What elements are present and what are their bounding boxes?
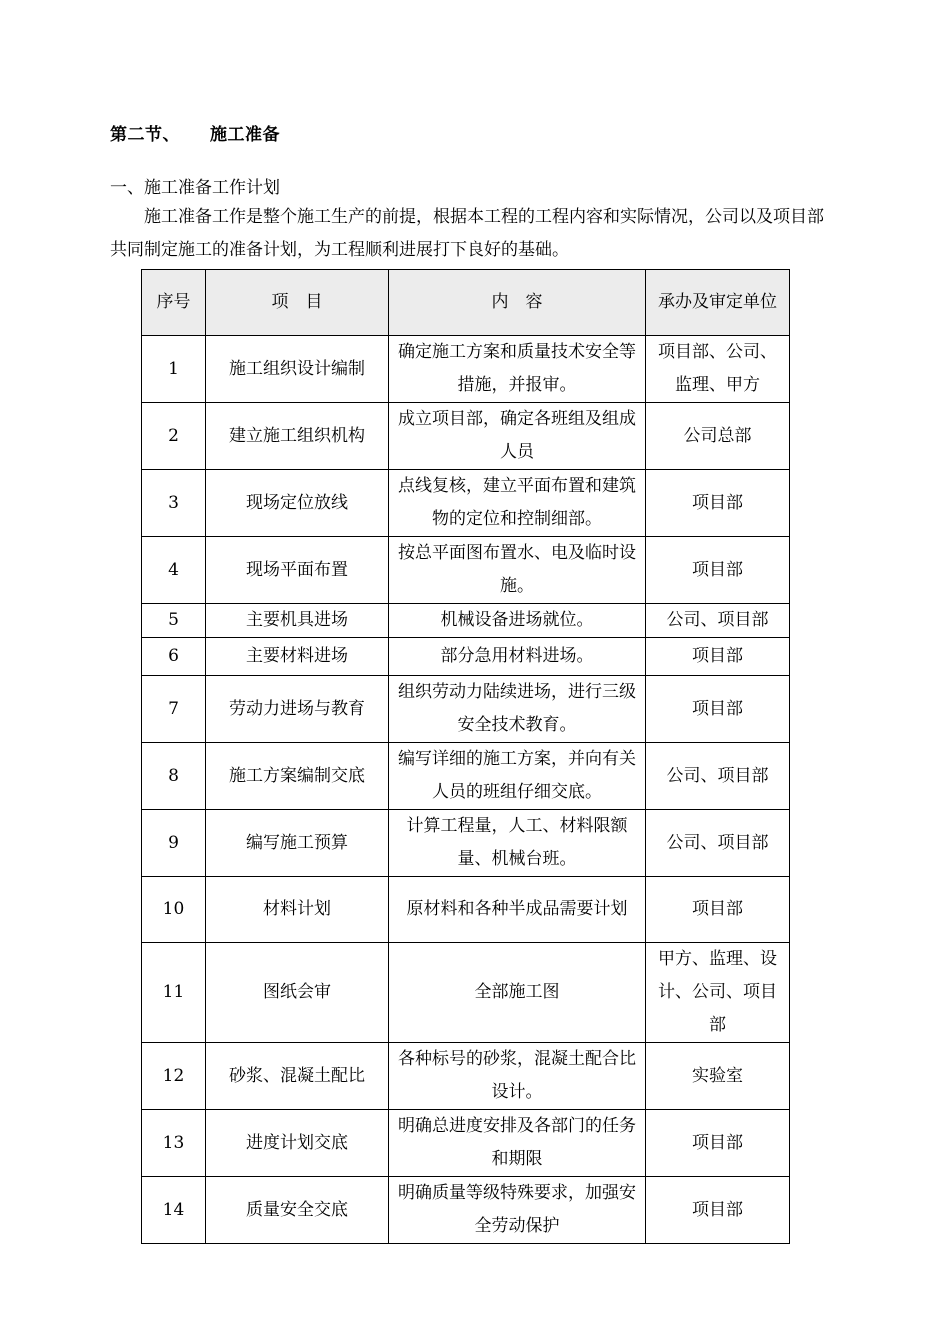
table-row: [142, 676, 790, 743]
cell-index: 8: [142, 743, 206, 810]
cell-responsible: 公司、项目部: [646, 810, 790, 877]
cell-content: 计算工程量，人工、材料限额量、机械台班。: [389, 810, 646, 877]
cell-index: 7: [142, 676, 206, 743]
cell-item: 材料计划: [206, 877, 389, 943]
cell-index: 3: [142, 470, 206, 537]
cell-responsible: 实验室: [646, 1043, 790, 1110]
preparation-plan-table: [141, 269, 790, 1244]
cell-content: 点线复核，建立平面布置和建筑物的定位和控制细部。: [389, 470, 646, 537]
cell-item: 砂浆、混凝土配比: [206, 1043, 389, 1110]
table-body: [142, 336, 790, 1244]
cell-item: 编写施工预算: [206, 810, 389, 877]
cell-index: 5: [142, 604, 206, 638]
table-header-row: [142, 270, 790, 336]
cell-item: 质量安全交底: [206, 1177, 389, 1244]
cell-index: 6: [142, 638, 206, 676]
cell-content: 组织劳动力陆续进场，进行三级安全技术教育。: [389, 676, 646, 743]
cell-responsible: 项目部: [646, 1177, 790, 1244]
table-row: [142, 470, 790, 537]
cell-content: 原材料和各种半成品需要计划: [389, 877, 646, 943]
subheading: 一、施工准备工作计划: [110, 178, 280, 198]
table-row: [142, 810, 790, 877]
cell-item: 建立施工组织机构: [206, 403, 389, 470]
cell-item: 现场平面布置: [206, 537, 389, 604]
cell-index: 9: [142, 810, 206, 877]
cell-item: 进度计划交底: [206, 1110, 389, 1177]
cell-index: 14: [142, 1177, 206, 1244]
table-row: [142, 743, 790, 810]
table-row: [142, 943, 790, 1043]
table-row: [142, 604, 790, 638]
header-responsible: 承办及审定单位: [646, 270, 790, 336]
cell-responsible: 甲方、监理、设计、公司、项目部: [646, 943, 790, 1043]
table-row: [142, 638, 790, 676]
table-row: [142, 1043, 790, 1110]
cell-item: 主要材料进场: [206, 638, 389, 676]
cell-responsible: 项目部: [646, 638, 790, 676]
cell-content: 机械设备进场就位。: [389, 604, 646, 638]
cell-item: 现场定位放线: [206, 470, 389, 537]
cell-item: 劳动力进场与教育: [206, 676, 389, 743]
section-title: [110, 120, 280, 145]
cell-index: 4: [142, 537, 206, 604]
cell-content: 明确总进度安排及各部门的任务和期限: [389, 1110, 646, 1177]
cell-content: 部分急用材料进场。: [389, 638, 646, 676]
cell-item: 施工方案编制交底: [206, 743, 389, 810]
table-row: [142, 1110, 790, 1177]
cell-item: 主要机具进场: [206, 604, 389, 638]
cell-index: 10: [142, 877, 206, 943]
cell-content: 各种标号的砂浆，混凝土配合比设计。: [389, 1043, 646, 1110]
table-row: [142, 336, 790, 403]
cell-content: 编写详细的施工方案，并向有关人员的班组仔细交底。: [389, 743, 646, 810]
cell-responsible: 项目部、公司、监理、甲方: [646, 336, 790, 403]
header-index: 序号: [142, 270, 206, 336]
cell-responsible: 项目部: [646, 877, 790, 943]
cell-content: 成立项目部，确定各班组及组成人员: [389, 403, 646, 470]
table-row: [142, 1177, 790, 1244]
cell-responsible: 公司、项目部: [646, 743, 790, 810]
cell-content: 按总平面图布置水、电及临时设施。: [389, 537, 646, 604]
cell-responsible: 项目部: [646, 537, 790, 604]
cell-item: 施工组织设计编制: [206, 336, 389, 403]
cell-index: 1: [142, 336, 206, 403]
table-row: [142, 877, 790, 943]
cell-content: 确定施工方案和质量技术安全等措施，并报审。: [389, 336, 646, 403]
section-title-text: 施工准备: [210, 125, 280, 145]
cell-responsible: 公司、项目部: [646, 604, 790, 638]
cell-index: 13: [142, 1110, 206, 1177]
cell-responsible: 公司总部: [646, 403, 790, 470]
cell-item: 图纸会审: [206, 943, 389, 1043]
cell-index: 12: [142, 1043, 206, 1110]
cell-index: 2: [142, 403, 206, 470]
section-number: 第二节、: [110, 125, 180, 145]
header-item: 项 目: [206, 270, 389, 336]
cell-responsible: 项目部: [646, 470, 790, 537]
cell-content: 明确质量等级特殊要求，加强安全劳动保护: [389, 1177, 646, 1244]
cell-content: 全部施工图: [389, 943, 646, 1043]
table-row: [142, 403, 790, 470]
cell-responsible: 项目部: [646, 1110, 790, 1177]
header-content: 内 容: [389, 270, 646, 336]
cell-index: 11: [142, 943, 206, 1043]
intro-paragraph: 施工准备工作是整个施工生产的前提，根据本工程的工程内容和实际情况，公司以及项目部共同制定施工的准备计划，为工程顺利进展打下良好的基础。: [110, 207, 824, 260]
table-row: [142, 537, 790, 604]
cell-responsible: 项目部: [646, 676, 790, 743]
